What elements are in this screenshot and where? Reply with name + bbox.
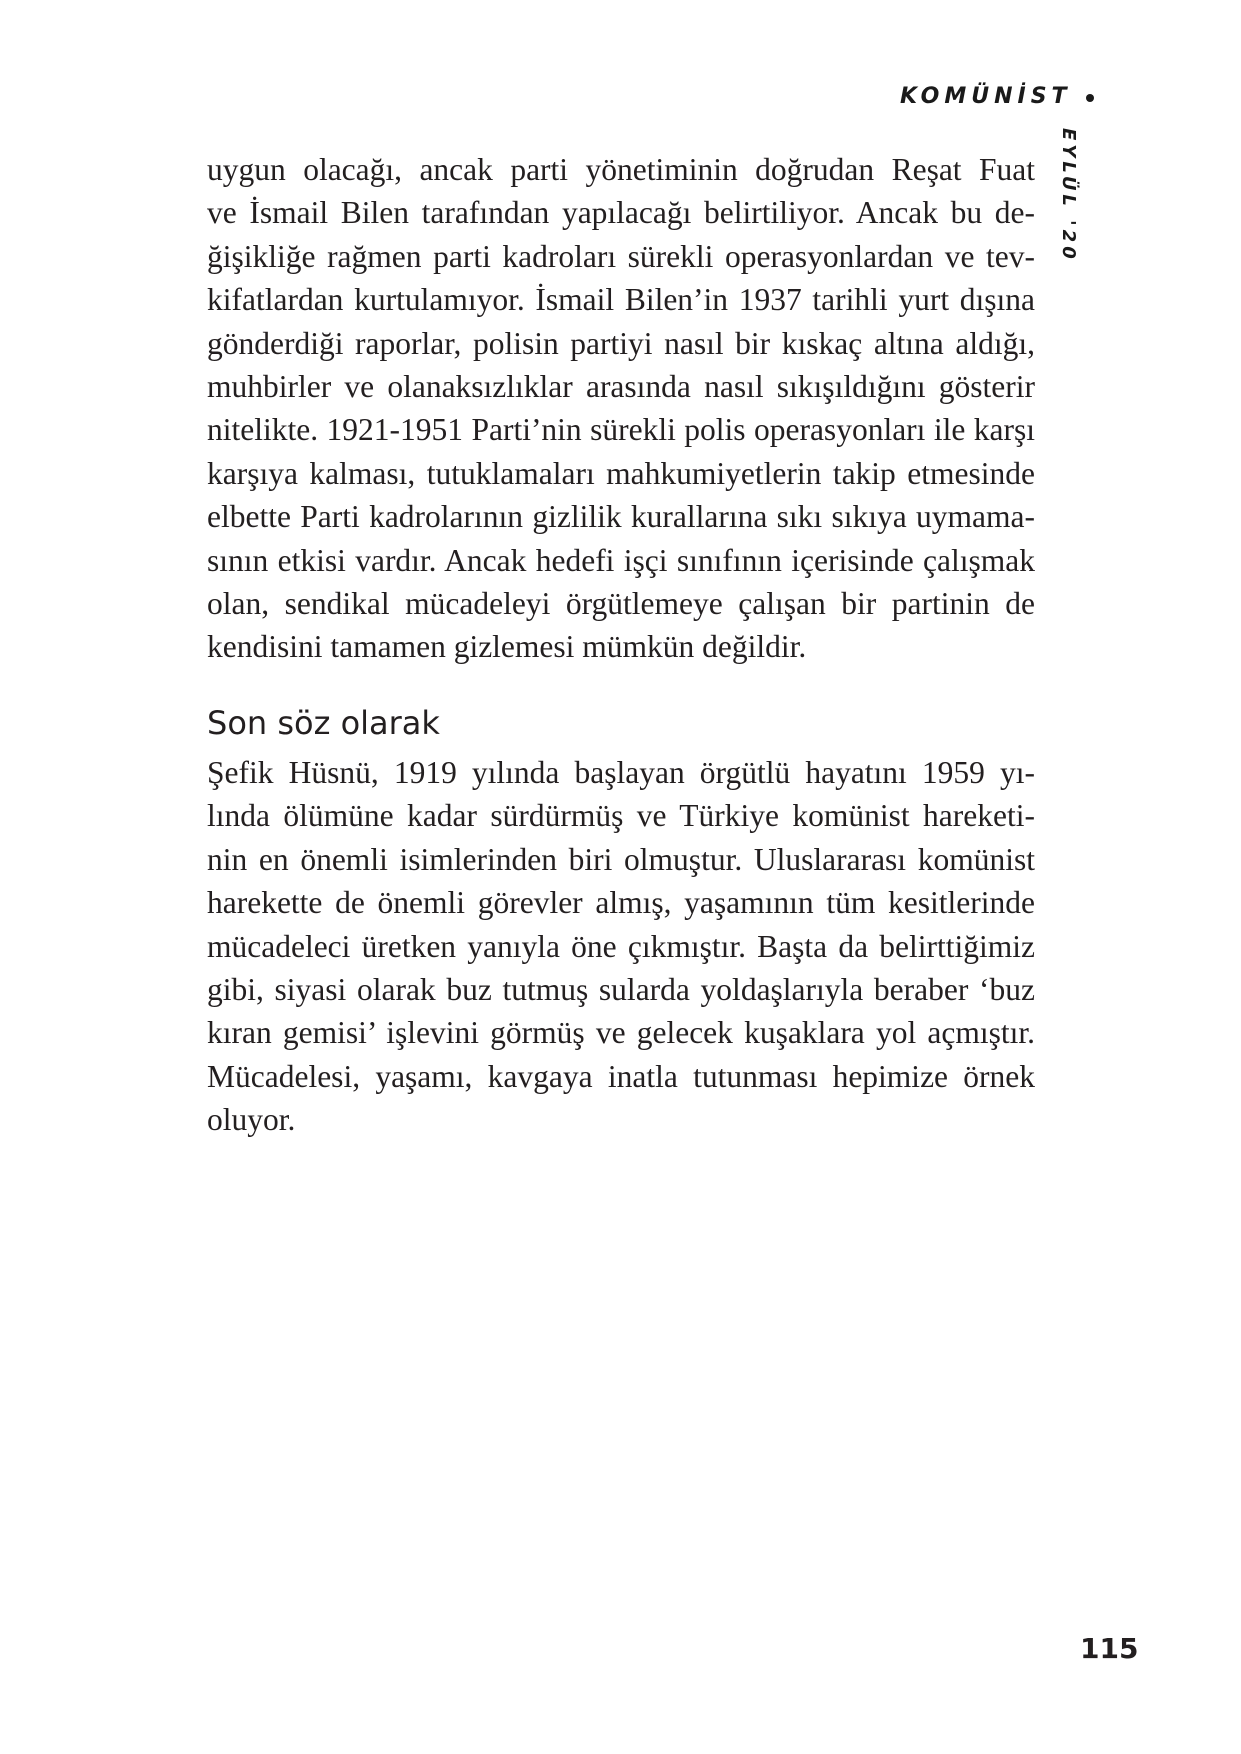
text-line: kendisini tamamen gizlemesi mümkün değildir. [207,629,807,665]
text-line: lında ölümüne kadar sürdürmüş ve Türkiye komünist hareketi- [207,798,1035,834]
text-line: uygun olacağı, ancak parti yönetiminin doğrudan Reşat Fuat [207,152,1035,187]
text-line: mücadeleci üretken yanıyla öne çıkmıştır. Başta da belirttiğimiz [207,928,1035,964]
paragraph-intro [207,148,1035,669]
text-line: muhbirler ve olanaksızlıklar arasında nasıl sıkışıldığını gösterir [207,369,1035,405]
text-line: kıran gemisi’ işlevini görmüş ve gelecek kuşaklara yol açmıştır. [207,1015,1035,1051]
publication-title: KOMÜNİST [900,84,1072,109]
text-line: elbette Parti kadrolarının gizlilik kurallarına sıkı sıkıya uymama- [207,499,1035,535]
issue-date: EYLÜL '20 [1058,128,1079,263]
page-body [207,148,1035,1142]
text-line: olan, sendikal mücadeleyi örgütlemeye çalışan bir partinin de [207,586,1035,622]
text-line: ğişikliğe rağmen parti kadroları sürekli operasyonlardan ve tev- [207,238,1035,274]
text-line: ve İsmail Bilen tarafından yapılacağı belirtiliyor. Ancak bu de- [207,195,1035,231]
text-line: Şefik Hüsnü, 1919 yılında başlayan örgütlü hayatını 1959 yı- [207,754,1035,790]
text-line: sının etkisi vardır. Ancak hedefi işçi sınıfının içerisinde çalışmak [207,542,1035,578]
text-line: nin en önemli isimlerinden biri olmuştur. Uluslararası komünist [207,841,1035,877]
text-line: gönderdiği raporlar, polisin partiyi nasıl bir kıskaç altına aldığı, [207,325,1035,361]
running-head [900,84,1100,109]
text-line: oluyor. [207,1102,296,1138]
text-line: nitelikte. 1921-1951 Parti’nin sürekli polis operasyonları ile karşı [207,412,1035,448]
page-number: 115 [1080,1632,1139,1665]
section-heading: Son söz olarak [207,703,440,742]
text-line: Mücadelesi, yaşamı, kavgaya inatla tutunması hepimize örnek [207,1058,1035,1094]
bullet-separator-icon [1086,94,1094,102]
paragraph-conclusion [207,751,1035,1142]
text-line: harekette de önemli görevler almış, yaşamının tüm kesitlerinde [207,885,1035,921]
text-line: karşıya kalması, tutuklamaları mahkumiyetlerin takip etmesinde [207,455,1035,491]
text-line: gibi, siyasi olarak buz tutmuş sularda yoldaşlarıyla beraber ‘buz [207,971,1035,1007]
text-line: kifatlardan kurtulamıyor. İsmail Bilen’in 1937 tarihli yurt dışına [207,282,1035,318]
